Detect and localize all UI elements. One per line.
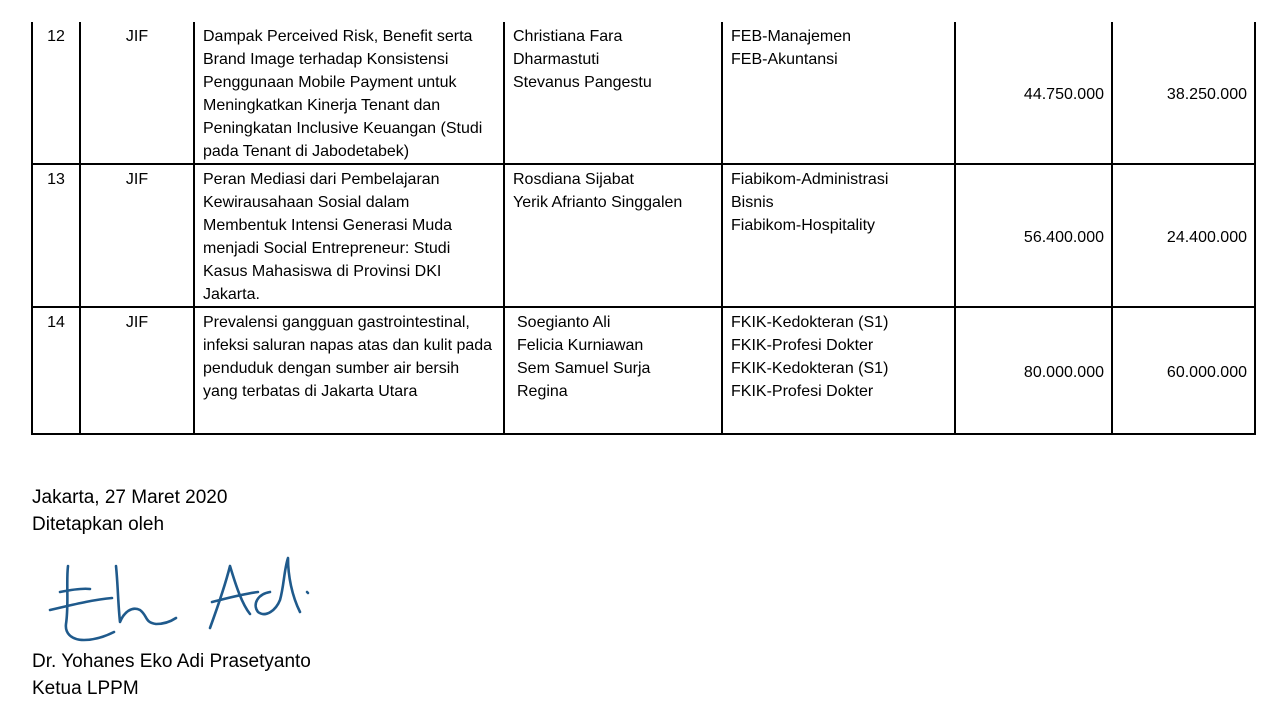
unit-cell	[722, 22, 955, 164]
unit-name: FKIK-Profesi Dokter	[731, 337, 874, 354]
unit-name: FKIK-Profesi Dokter	[731, 383, 874, 400]
signer-name: Dr. Yohanes Eko Adi Prasetyanto	[32, 651, 311, 672]
unit-name: Fiabikom-Administrasi	[731, 171, 889, 188]
scheme-cell: JIF	[80, 307, 194, 434]
scheme-cell: JIF	[80, 164, 194, 307]
sign-off-block	[32, 484, 227, 538]
members-cell	[504, 164, 722, 307]
member-name: Christiana Fara	[513, 28, 623, 45]
unit-cell	[722, 307, 955, 434]
member-name: Regina	[517, 383, 568, 400]
approved-amount: 38.250.000	[1112, 22, 1255, 164]
member-name: Rosdiana Sijabat	[513, 171, 634, 188]
proposed-amount: 80.000.000	[955, 307, 1112, 434]
member-name: Stevanus Pangestu	[513, 74, 652, 91]
approved-amount: 24.400.000	[1112, 164, 1255, 307]
row-number: 12	[32, 22, 80, 164]
title-cell	[194, 164, 504, 307]
signature-strokes	[50, 558, 308, 640]
members-cell	[504, 307, 722, 434]
table-row	[32, 164, 1255, 307]
proposed-amount: 44.750.000	[955, 22, 1112, 164]
members-cell	[504, 22, 722, 164]
research-title: Dampak Perceived Risk, Benefit serta Brand Image terhadap Konsistensi Penggunaan Mobile Payment untuk Meningkatkan Kinerja Tenant dan Peningkatan Inclusive Keuangan (Studi pada Tenant di Jabodetabek)	[203, 28, 483, 160]
grant-table	[31, 22, 1256, 435]
research-title: Peran Mediasi dari Pembelajaran Kewirausahaan Sosial dalam Membentuk Intensi Generasi Muda menjadi Social Entrepreneur: Studi Kasus Mahasiswa di Provinsi DKI Jakarta.	[203, 171, 453, 303]
unit-name: FEB-Akuntansi	[731, 51, 838, 68]
table-row	[32, 22, 1255, 164]
title-cell	[194, 22, 504, 164]
research-title: Prevalensi gangguan gastrointestinal, infeksi saluran napas atas dan kulit pada penduduk dengan sumber air bersih yang terbatas di Jakarta Utara	[203, 314, 493, 400]
handwritten-signature	[44, 552, 324, 647]
row-number: 13	[32, 164, 80, 307]
unit-name: FEB-Manajemen	[731, 28, 852, 45]
table-row	[32, 307, 1255, 434]
unit-cell	[722, 164, 955, 307]
approved-amount: 60.000.000	[1112, 307, 1255, 434]
signer-block	[32, 648, 311, 702]
member-name: Soegianto Ali	[517, 314, 611, 331]
title-cell	[194, 307, 504, 434]
proposed-amount: 56.400.000	[955, 164, 1112, 307]
unit-name: FKIK-Kedokteran (S1)	[731, 360, 889, 377]
row-number: 14	[32, 307, 80, 434]
place-date: Jakarta, 27 Maret 2020	[32, 487, 228, 508]
unit-name: FKIK-Kedokteran (S1)	[731, 314, 889, 331]
assigned-by-label: Ditetapkan oleh	[32, 514, 165, 535]
member-name: Dharmastuti	[513, 51, 600, 68]
unit-name: Bisnis	[731, 194, 774, 211]
signer-role: Ketua LPPM	[32, 678, 139, 699]
scheme-cell: JIF	[80, 22, 194, 164]
member-name: Yerik Afrianto Singgalen	[513, 194, 683, 211]
unit-name: Fiabikom-Hospitality	[731, 217, 876, 234]
member-name: Sem Samuel Surja	[517, 360, 651, 377]
member-name: Felicia Kurniawan	[517, 337, 644, 354]
